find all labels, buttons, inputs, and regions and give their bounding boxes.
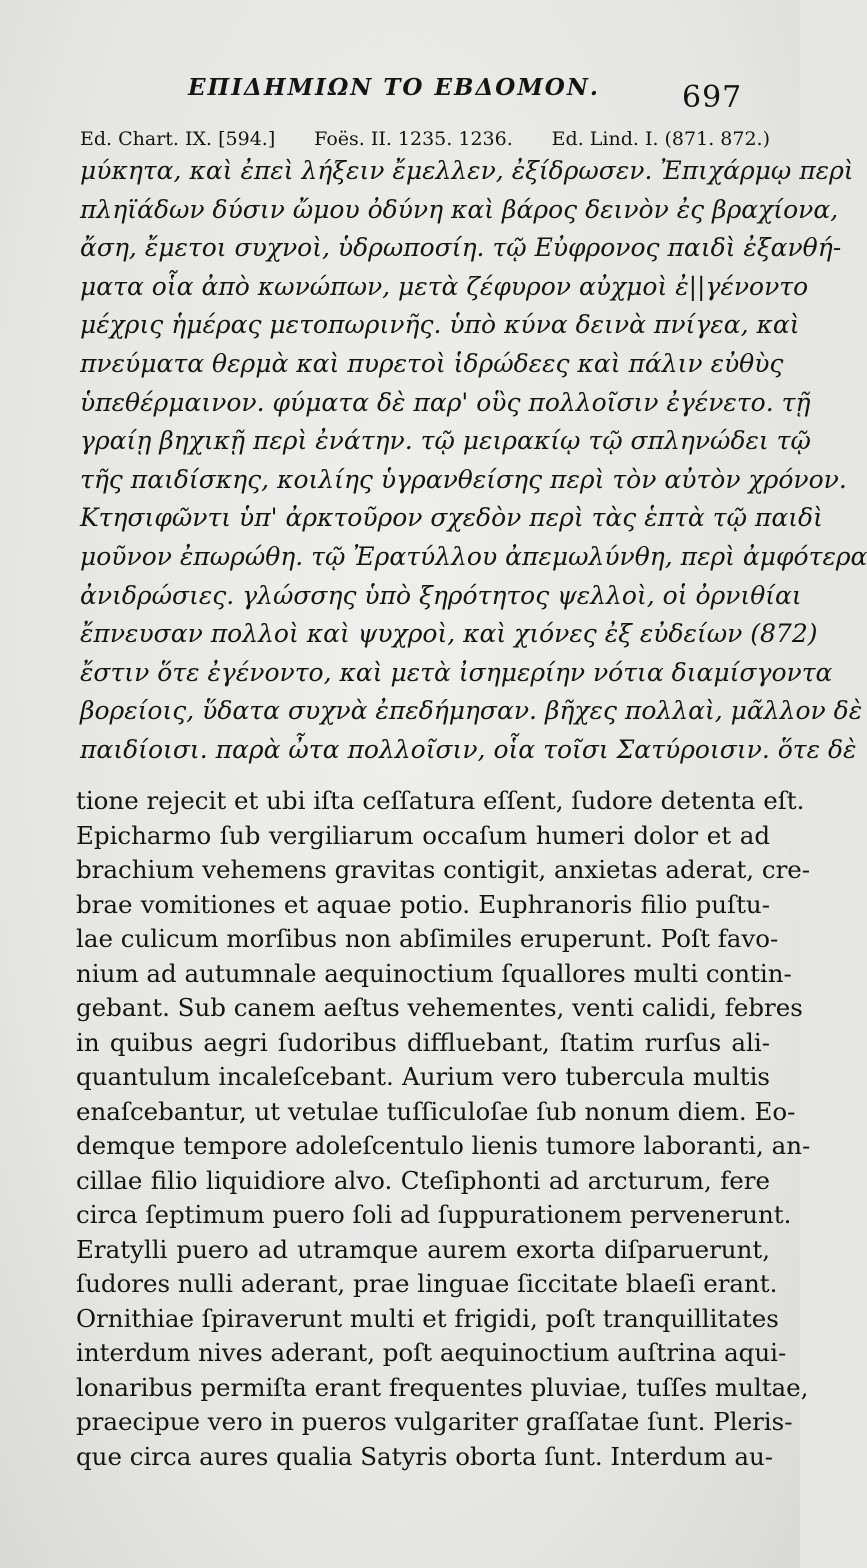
reference-foes: Foës. II. 1235. 1236. — [314, 128, 513, 150]
greek-line: μέχρις ἡμέρας μετοπωρινῆς. ὑπὸ κύνα δεινὰ πνίγεα, καὶ — [80, 310, 800, 340]
latin-line: que circa aures qualia Satyris oborta ſunt. Interdum au- — [76, 1441, 774, 1471]
greek-text-block — [80, 152, 867, 770]
latin-line: praecipue vero in pueros vulgariter graſſatae ſunt. Pleris- — [76, 1407, 793, 1436]
reference-chartier: Ed. Chart. IX. [594.] — [80, 128, 276, 150]
latin-line: interdum nives aderant, poſt aequinoctium auſtrina aqui- — [76, 1338, 787, 1367]
reference-lind: Ed. Lind. I. (871. 872.) — [551, 128, 770, 150]
greek-line: Κτησιφῶντι ὑπ' ἀρκτοῦρον σχεδὸν περὶ τὰς ἑπτὰ τῷ παιδὶ — [80, 503, 823, 533]
greek-line: πνεύματα θερμὰ καὶ πυρετοὶ ἱδρώδεες καὶ πάλιν εὐθὺς — [80, 348, 784, 378]
page-number: 697 — [682, 80, 743, 115]
greek-line: μύκητα, καὶ ἐπεὶ λήξειν ἔμελλεν, ἐξίδρωσεν. Ἐπιχάρμῳ περὶ — [80, 156, 854, 185]
latin-line: tione rejecit et ubi iſta ceſſatura eſſent, ſudore detenta eſt. — [76, 786, 805, 815]
latin-line: circa ſeptimum puero ſoli ad ſuppurationem pervenerunt. — [76, 1200, 792, 1229]
greek-line: ἔστιν ὅτε ἐγένοντο, καὶ μετὰ ἰσημερίην νότια διαμίσγοντα — [80, 657, 833, 687]
latin-line: brachium vehemens gravitas contigit, anxietas aderat, cre- — [76, 855, 811, 884]
latin-line: ſudores nulli aderant, prae linguae ſiccitate blaeſi erant. — [76, 1269, 778, 1298]
greek-line: τῆς παιδίσκης, κοιλίης ὑγρανθείσης περὶ τὸν αὐτὸν χρόνον. — [80, 464, 847, 494]
latin-line: brae vomitiones et aquae potio. Euphranoris filio puſtu- — [76, 889, 770, 919]
greek-line: ματα οἷα ἀπὸ κωνώπων, μετὰ ζέφυρον αὐχμοὶ ἐ||γένοντο — [80, 271, 809, 301]
greek-line: μοῦνον ἐπωρώθη. τῷ Ἐρατύλλου ἀπεμωλύνθη, περὶ ἀμφότερα — [80, 541, 867, 571]
latin-line: nium ad autumnale aequinoctium ſquallores multi contin- — [76, 958, 792, 988]
greek-line: πληϊάδων δύσιν ὤμου ὀδύνη καὶ βάρος δεινὸν ἐς βραχίονα, — [80, 194, 839, 224]
latin-line: enaſcebantur, ut vetulae tuſſiculoſae ſub nonum diem. Eo- — [76, 1096, 796, 1126]
greek-line: παιδίοισι. παρὰ ὦτα πολλοῖσιν, οἷα τοῖσι Σατύροισιν. ὅτε δὲ — [80, 734, 857, 764]
latin-line: Ornithiae ſpiraverunt multi et frigidi, poſt tranquillitates — [76, 1303, 779, 1333]
edition-references — [80, 128, 770, 150]
greek-line: γραίῃ βηχικῇ περὶ ἐνάτην. τῷ μειρακίῳ τῷ σπληνώδει τῷ — [80, 426, 811, 456]
greek-line: ἄση, ἔμετοι συχνοὶ, ὑδρωποσίη. τῷ Εὐφρονος παιδὶ ἐξανθή- — [80, 233, 842, 263]
latin-line: in quibus aegri ſudoribus diffluebant, ſtatim rurſus ali- — [76, 1027, 770, 1057]
greek-line: βορείοις, ὕδατα συχνὰ ἐπεδήμησαν. βῆχες πολλαὶ, μᾶλλον δὲ — [80, 696, 863, 726]
latin-line: demque tempore adoleſcentulo lienis tumore laboranti, an- — [76, 1131, 811, 1160]
greek-line: ἔπνευσαν πολλοὶ καὶ ψυχροὶ, καὶ χιόνες ἐξ εὐδείων (872) — [80, 619, 818, 649]
latin-line: lonaribus permiſta erant frequentes pluviae, tuſſes multae, — [76, 1372, 809, 1402]
latin-line: Epicharmo ſub vergiliarum occaſum humeri dolor et ad — [76, 820, 770, 850]
latin-text-block — [76, 784, 811, 1474]
latin-line: gebant. Sub canem aeſtus vehementes, venti calidi, febres — [76, 993, 803, 1022]
running-title: ΕΠΙΔΗΜΙΩΝ ΤΟ ΕΒΔΟΜΟΝ. — [188, 74, 600, 101]
greek-line: ὑπεθέρμαινον. φύματα δὲ παρ' οὓς πολλοῖσιν ἐγένετο. τῇ — [80, 387, 811, 417]
latin-line: lae culicum morſibus non abſimiles eruperunt. Poſt favo- — [76, 924, 779, 953]
latin-line: quantulum incaleſcebant. Aurium vero tubercula multis — [76, 1062, 770, 1091]
greek-line: ἀνιδρώσιες. γλώσσης ὑπὸ ξηρότητος ψελλοὶ, οἱ ὀρνιθίαι — [80, 580, 802, 610]
latin-line: Eratylli puero ad utramque aurem exorta diſparuerunt, — [76, 1234, 770, 1264]
latin-line: cillae filio liquidiore alvo. Cteſiphonti ad arcturum, fere — [76, 1165, 770, 1195]
